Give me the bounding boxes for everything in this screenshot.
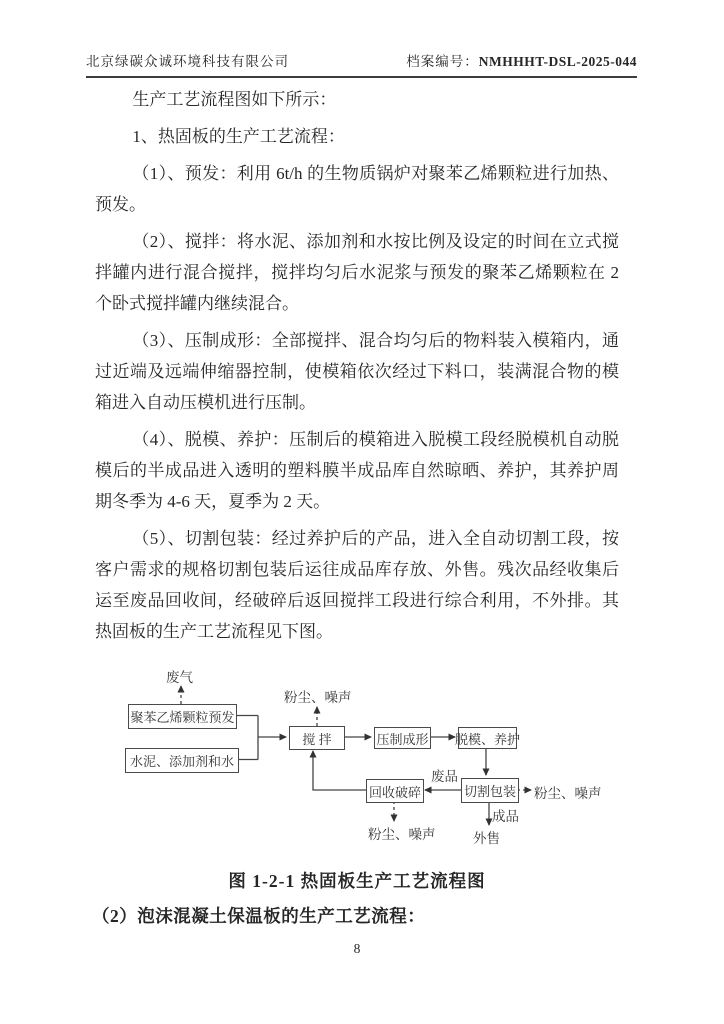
- file-number-value: NMHHHT-DSL-2025-044: [478, 54, 637, 69]
- node-mixing: 搅 拌: [289, 726, 345, 750]
- paragraph: （3）、压制成形：全部搅拌、混合均匀后的物料装入模箱内，通过近端及远端伸缩器控制，使模箱依次经过下料口，装满混合物的模箱进入自动压模机进行压制。: [95, 331, 619, 412]
- node-press-forming: 压制成形: [374, 727, 431, 749]
- page-number: 8: [353, 941, 361, 956]
- body-text: [95, 84, 619, 653]
- paragraph: 生产工艺流程图如下所示：: [132, 90, 337, 109]
- node-demolding-curing: 脱模、养护: [458, 727, 517, 749]
- label-dust-noise-recycle: 粉尘、噪声: [368, 827, 436, 842]
- figure-caption: 图 1-2-1 热固板生产工艺流程图: [228, 871, 486, 891]
- node-cement-additives-water: 水泥、添加剂和水: [125, 748, 239, 773]
- label-dust-noise-mixing: 粉尘、噪声: [284, 690, 352, 705]
- label-exhaust-gas: 废气: [166, 670, 193, 685]
- header-file-number: [406, 50, 637, 70]
- page-header: [86, 50, 637, 78]
- flow-connectors: [0, 655, 724, 855]
- label-product: 成品: [492, 809, 519, 824]
- paragraph: （2）、搅拌：将水泥、添加剂和水按比例及设定的时间在立式搅拌罐内进行混合搅拌，搅拌均匀后水泥浆与预发的聚苯乙烯颗粒在 2 个卧式搅拌罐内继续混合。: [95, 232, 619, 313]
- node-recycle-crushing: 回收破碎: [366, 779, 424, 803]
- paragraph: （5）、切割包装：经过养护后的产品，进入全自动切割工段，按客户需求的规格切割包装后运往成品库存放、外售。残次品经收集后运至废品回收间，经破碎后返回搅拌工段进行综合利用，不外排。其热固板的生产工艺流程见下图。: [95, 529, 619, 641]
- label-sale: 外售: [473, 831, 500, 846]
- paragraph: （1）、预发：利用 6t/h 的生物质锅炉对聚苯乙烯颗粒进行加热、预发。: [95, 164, 619, 214]
- paragraph: 1、热固板的生产工艺流程：: [132, 127, 345, 146]
- node-polystyrene-prefoaming: 聚苯乙烯颗粒预发: [128, 704, 237, 729]
- process-flow-diagram: [0, 655, 724, 855]
- section-heading: （2）泡沫混凝土保温板的生产工艺流程：: [92, 906, 426, 926]
- node-cutting-packing: 切割包装: [461, 778, 519, 803]
- label-waste: 废品: [431, 769, 458, 784]
- file-number-label: 档案编号：: [406, 54, 479, 69]
- header-company-name: 北京绿碳众诚环境科技有限公司: [86, 54, 289, 69]
- paragraph: （4）、脱模、养护：压制后的模箱进入脱模工段经脱模机自动脱模后的半成品进入透明的塑料膜半成品库自然晾晒、养护，其养护周期冬季为 4-6 天，夏季为 2 天。: [95, 430, 619, 511]
- label-dust-noise-cutting: 粉尘、噪声: [534, 786, 602, 801]
